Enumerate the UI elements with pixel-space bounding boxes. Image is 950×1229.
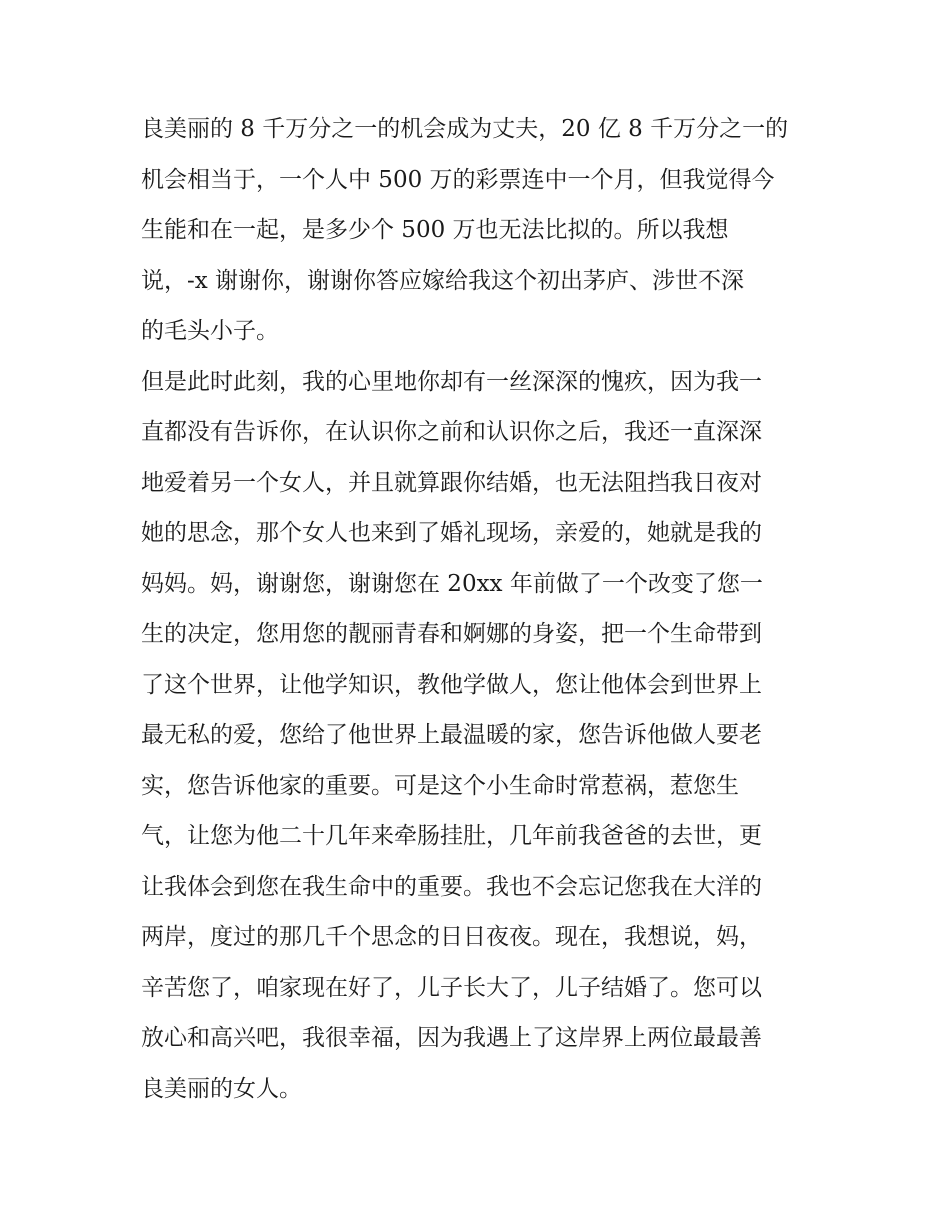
text-line: 机会相当于，一个人中 500 万的彩票连中一个月，但我觉得今 [141,166,775,193]
text-line: 的毛头小子。 [141,318,279,344]
text-line: 生的决定，您用您的靓丽青春和婀娜的身姿，把一个生命带到 [141,621,762,647]
text-line: 了这个世界，让他学知识，教他学做人，您让他体会到世界上 [141,671,762,698]
text-line: 最无私的爱，您给了他世界上最温暖的家，您告诉他做人要老 [141,722,762,748]
paragraph-1 [141,104,821,357]
text-line: 说，-x 谢谢你，谢谢你答应嫁给我这个初出茅庐、涉世不深 [141,267,745,294]
text-line: 实，您告诉他家的重要。可是这个小生命时常惹祸，惹您生 [141,772,739,799]
text-line: 地爱着另一个女人，并且就算跟你结婚，也无法阻挡我日夜对 [141,469,762,496]
paragraph-2 [141,357,821,1115]
text-line: 气，让您为他二十几年来牵肠挂肚，几年前我爸爸的去世，更 [141,823,762,849]
text-line: 直都没有告诉你，在认识你之前和认识你之后，我还一直深深 [141,419,762,445]
text-line: 辛苦您了，咱家现在好了，儿子长大了，儿子结婚了。您可以 [141,974,762,1001]
text-line: 让我体会到您在我生命中的重要。我也不会忘记您我在大洋的 [141,873,762,900]
text-line: 放心和高兴吧，我很幸福，因为我遇上了这岸界上两位最最善 [141,1025,762,1051]
text-line: 但是此时此刻，我的心里地你却有一丝深深的愧疚，因为我一 [141,368,762,395]
text-line: 两岸，度过的那几千个思念的日日夜夜。现在，我想说，妈， [141,924,762,950]
text-line: 她的思念，那个女人也来到了婚礼现场，亲爱的，她就是我的 [141,520,762,546]
text-line: 妈妈。妈，谢谢您，谢谢您在 20xx 年前做了一个改变了您一 [141,570,763,597]
document-body [141,104,821,1114]
text-line: 良美丽的女人。 [141,1075,302,1102]
text-line: 生能和在一起，是多少个 500 万也无法比拟的。所以我想 [141,217,729,243]
text-line: 良美丽的 8 千万分之一的机会成为丈夫，20 亿 8 千万分之一的 [141,116,789,142]
